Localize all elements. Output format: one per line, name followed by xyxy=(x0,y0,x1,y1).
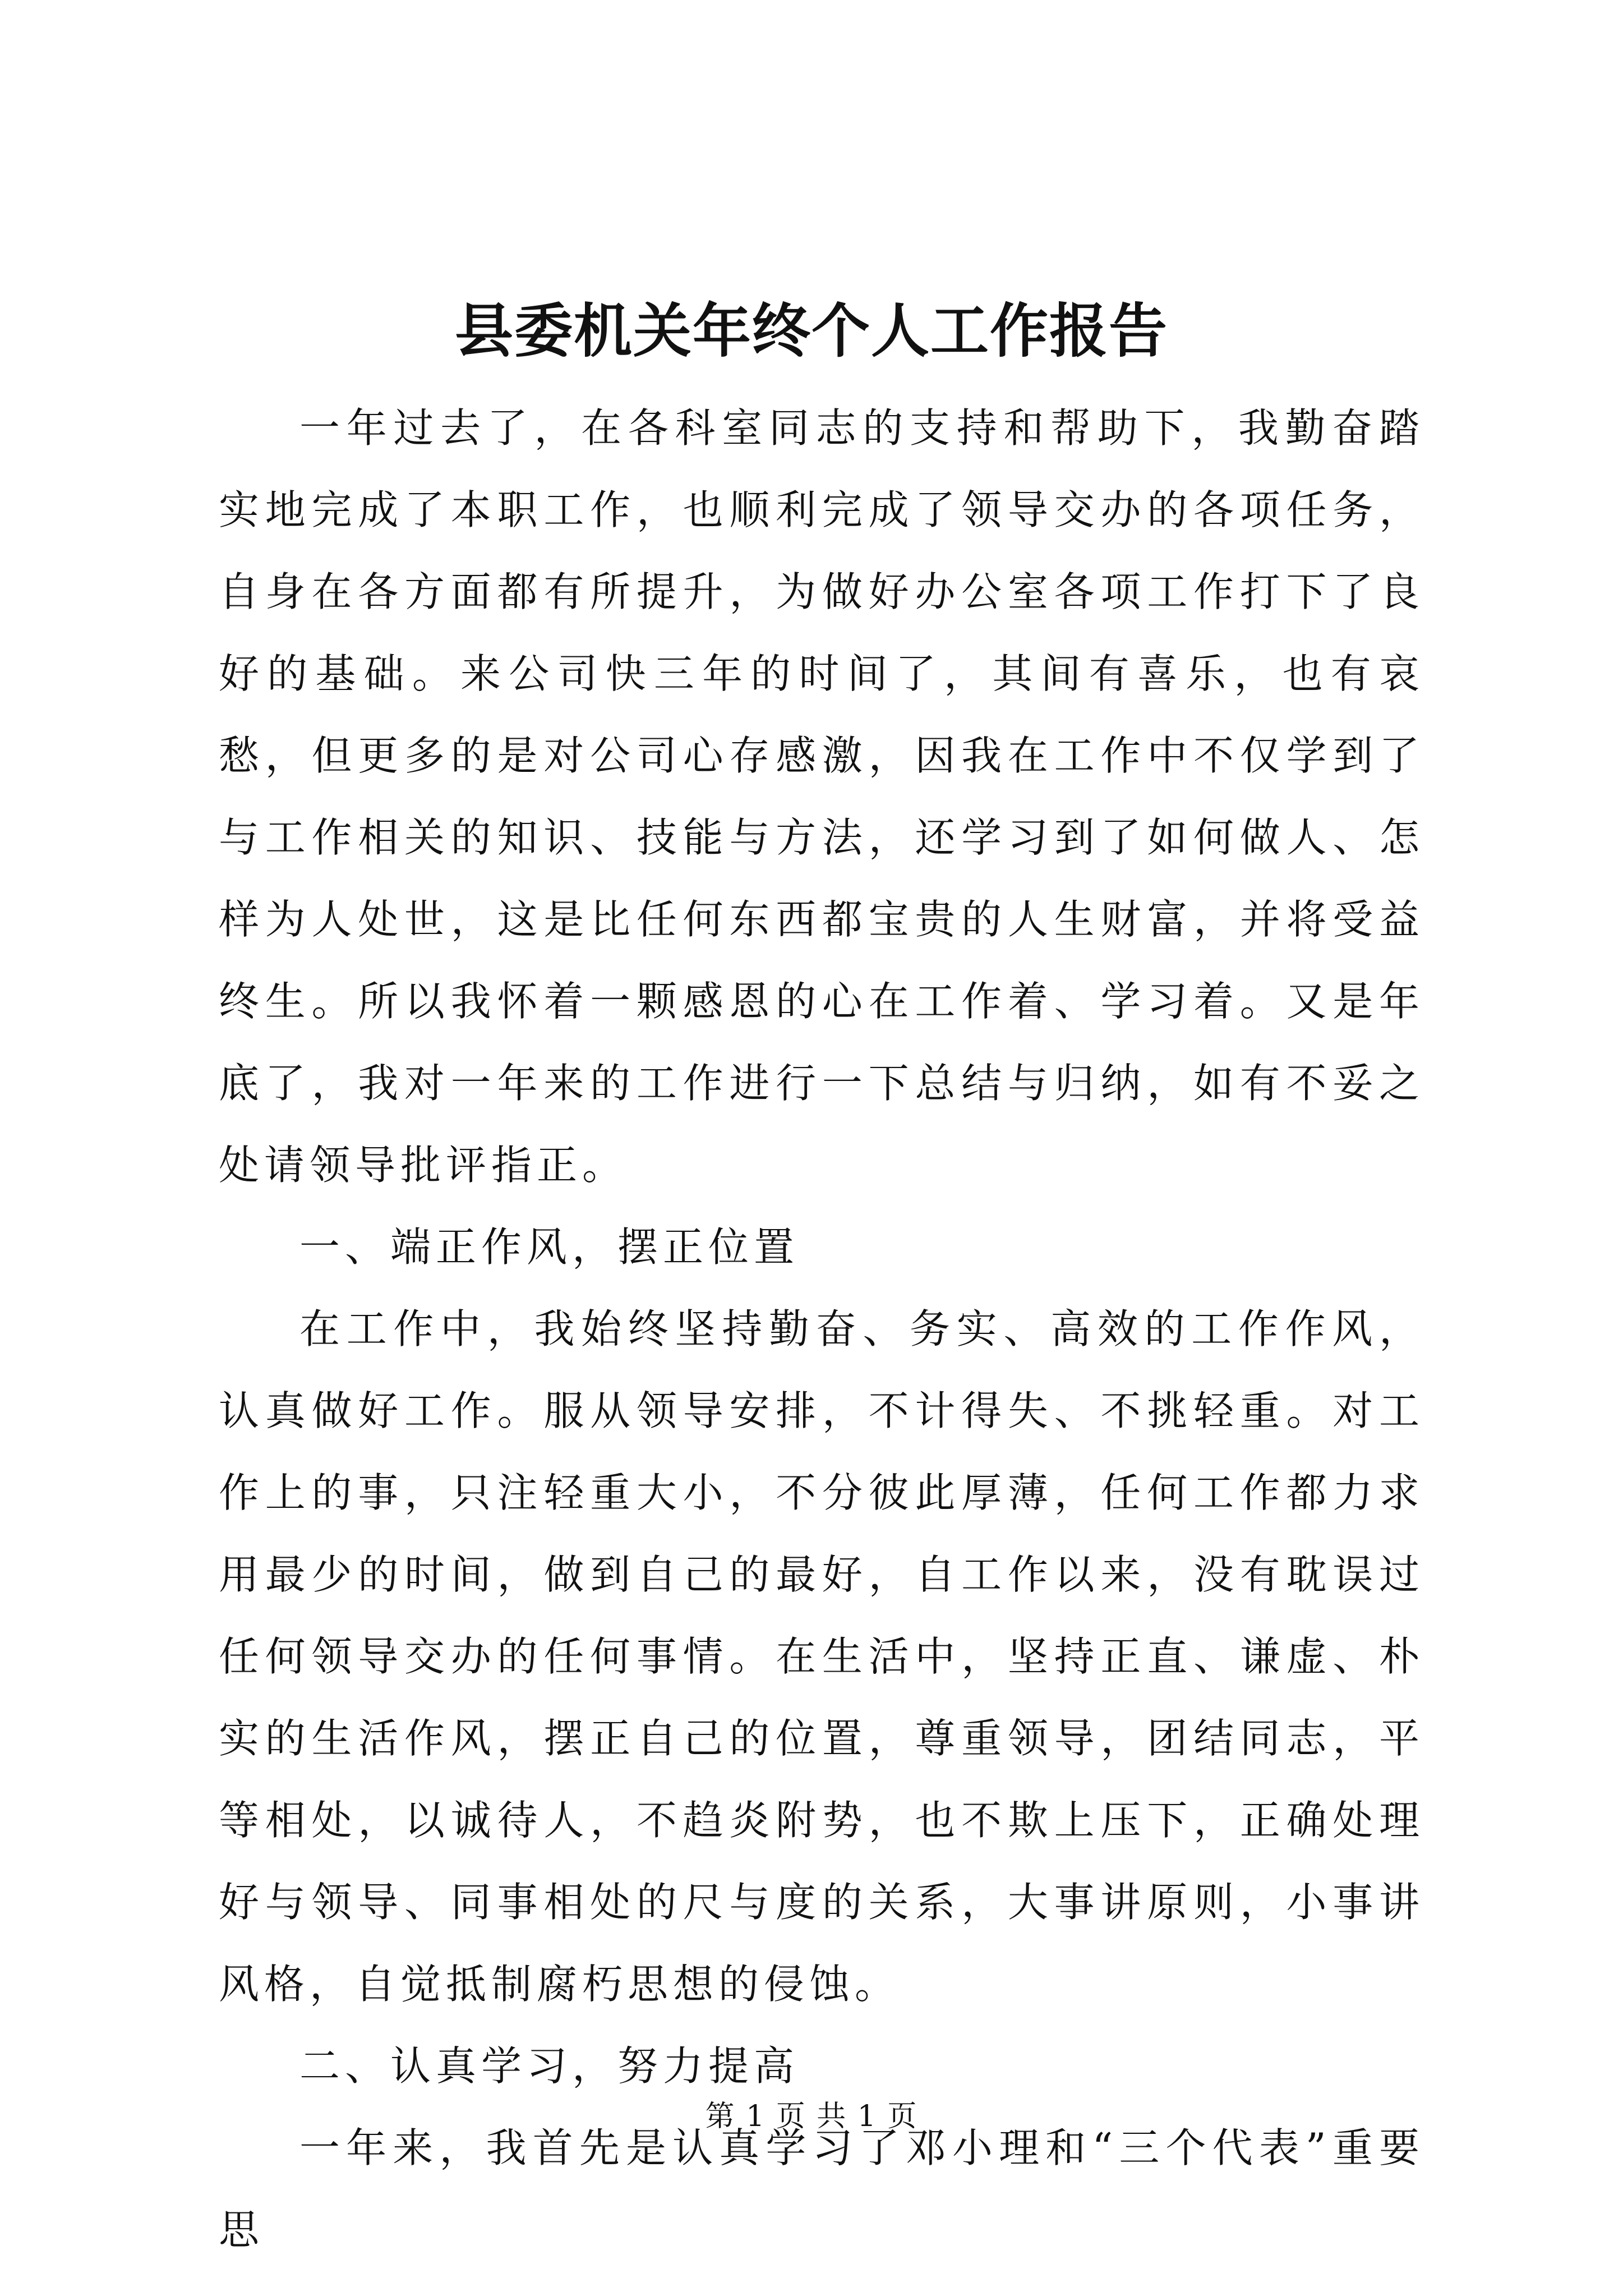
section-heading-1: 一、端正作风，摆正位置 xyxy=(299,1223,800,1271)
paragraph-intro: 一年过去了，在各科室同志的支持和帮助下，我勤奋踏实地完成了本职工作，也顺利完成了领导交办的各项任务，自身在各方面都有所提升，为做好办公室各项工作打下了良好的基础。来公司快三年的时间了，其间有喜乐，也有哀愁，但更多的是对公司心存感激，因我在工作中不仅学到了与工作相关的知识、技能与方法，还学习到了如何做人、怎样为人处世，这是比任何东西都宝贵的人生财富，并将受益终生。所以我怀着一颗感恩的心在工作着、学习着。又是年底了，我对一年来的工作进行一下总结与归纳，如有不妥之处请领导批评指正。 xyxy=(219,404,1424,1189)
page-footer: 第 1 页 共 1 页 xyxy=(705,2100,918,2133)
document-title: 县委机关年终个人工作报告 xyxy=(454,296,1168,365)
document-body xyxy=(219,387,1424,2271)
paragraph-section-1: 在工作中，我始终坚持勤奋、务实、高效的工作作风，认真做好工作。服从领导安排，不计得失、不挑轻重。对工作上的事，只注轻重大小，不分彼此厚薄，任何工作都力求用最少的时间，做到自己的最好，自工作以来，没有耽误过任何领导交办的任何事情。在生活中，坚持正直、谦虚、朴实的生活作风，摆正自己的位置，尊重领导，团结同志，平等相处，以诚待人，不趋炎附势，也不欺上压下，正确处理好与领导、同事相处的尺与度的关系，大事讲原则，小事讲风格，自觉抵制腐朽思想的侵蚀。 xyxy=(219,1305,1424,2008)
section-heading-2: 二、认真学习，努力提高 xyxy=(299,2042,800,2090)
paragraph-section-2: 一年来，我首先是认真学习了邓小理和“三个代表”重要思 xyxy=(219,2124,1424,2253)
